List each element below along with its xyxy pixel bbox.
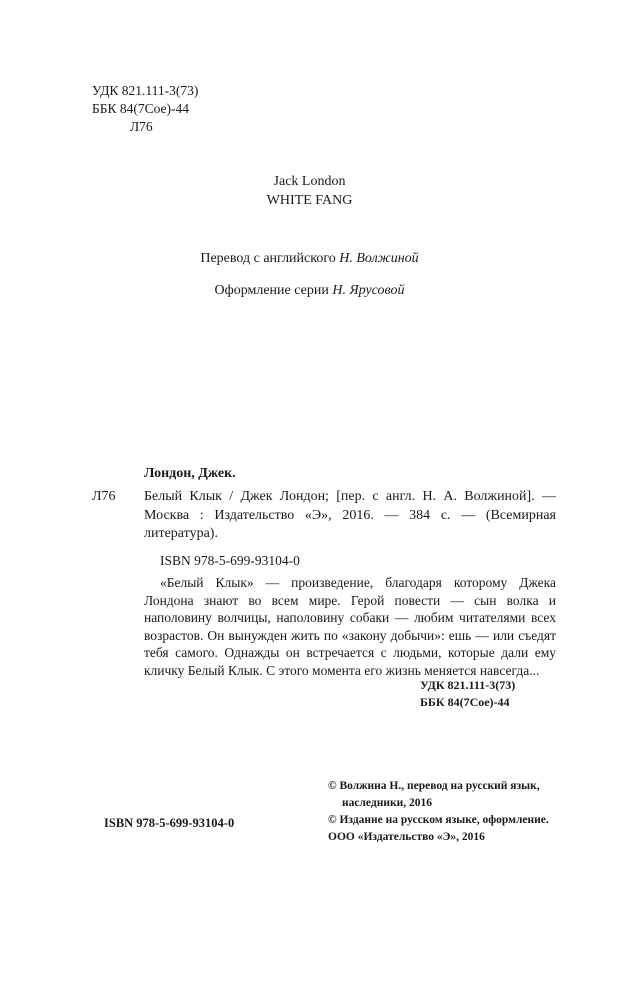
isbn-bottom: ISBN 978-5-699-93104-0 bbox=[104, 816, 235, 830]
classification-codes-top bbox=[92, 82, 198, 136]
catalog-author-heading: Лондон, Джек. bbox=[144, 466, 236, 481]
translator-name: Н. Волжиной bbox=[339, 251, 419, 266]
udk-code: УДК 821.111-3(73) bbox=[92, 83, 199, 98]
copyright-line-1: © Волжина Н., перевод на русский язык, bbox=[328, 780, 540, 792]
copyright-block bbox=[328, 778, 549, 846]
annotation: «Белый Клык» — произведение, благодаря которому Джека Лондона знают во всем мире. Герой повести — сын волка и наполовину волчицы, наполовину собаки — любим читателями всех возрастов. Он вынужден жить по «закону добычи»: ешь — или съедят тебя самого. Однажды он встречается с людьми, которые дали ему кличку Белый Клык. С этого момента его жизнь меняется навсегда... bbox=[144, 575, 556, 678]
original-title: WHITE FANG bbox=[266, 193, 353, 208]
classification-codes-right bbox=[420, 677, 515, 711]
copyright-line-2: наследники, 2016 bbox=[342, 797, 432, 809]
copyright-line-4: ООО «Издательство «Э», 2016 bbox=[328, 831, 485, 843]
bbk-code-right: ББК 84(7Сое)-44 bbox=[420, 695, 510, 709]
bbk-code: ББК 84(7Сое)-44 bbox=[92, 101, 190, 116]
design-credit bbox=[0, 283, 619, 299]
copyright-line-3: © Издание на русском языке, оформление. bbox=[328, 814, 549, 826]
catalog-code: Л76 bbox=[92, 489, 116, 504]
translation-credit bbox=[0, 251, 619, 267]
designer-name: Н. Ярусовой bbox=[332, 283, 405, 298]
design-label: Оформление серии bbox=[214, 283, 333, 298]
original-author: Jack London bbox=[273, 174, 346, 189]
udk-code-right: УДК 821.111-3(73) bbox=[420, 678, 516, 692]
catalog-isbn: ISBN 978-5-699-93104-0 bbox=[160, 553, 300, 568]
catalog-description: Белый Клык / Джек Лондон; [пер. с англ. Н. А. Волжиной]. — Москва : Издательство «Э», 2016. — 384 с. — (Всемирная литература). bbox=[144, 489, 556, 541]
translation-label: Перевод с английского bbox=[200, 251, 340, 266]
author-mark: Л76 bbox=[130, 119, 153, 134]
